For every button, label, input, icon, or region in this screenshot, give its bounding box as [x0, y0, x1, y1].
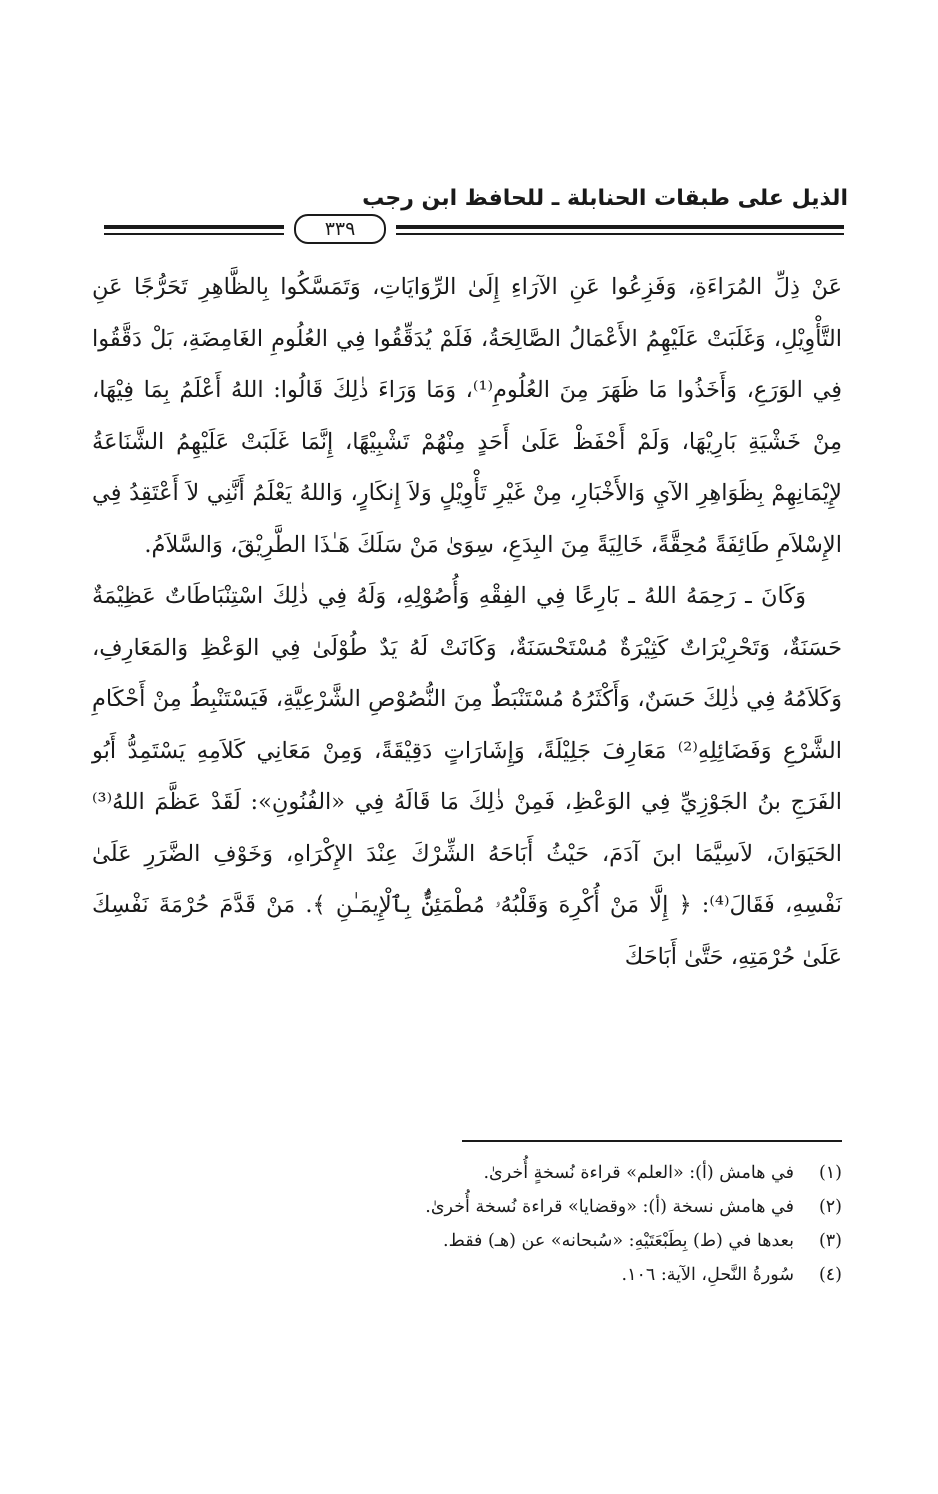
footnote-number: (٣) — [818, 1231, 842, 1251]
footnotes — [142, 1156, 842, 1292]
paragraph-2: وَكَانَ ـ رَحِمَهُ اللهُ ـ بَارِعًا فِي الفِقْهِ وَأُصُوْلِهِ، وَلَهُ فِي ذٰلِكَ اسْتِنْبَاطَاتٌ عَظِيْمَةٌ حَسَنَةٌ، وَتَحْرِيْرَاتٌ كَثِيْرَةٌ مُسْتَحْسَنَةٌ، وَكَانَتْ لَهُ يَدٌ طُوْلَىٰ فِي الوَعْظِ وَالمَعَارِفِ، وَكَلاَمُهُ فِي ذٰلِكَ حَسَنٌ، وَأَكْثَرُهُ مُسْتَنْبَطٌ مِنَ النُّصُوْصِ الشَّرْعِيَّةِ، فَيَسْتَنْبِطُ مِنْ أَحْكَامِ الشَّرْعِ وَفَضَائِلِهِ⁽²⁾ مَعَارِفَ جَلِيْلَةً، وَإِشَارَاتٍ دَقِيْقَةً، وَمِنْ مَعَانِي كَلاَمِهِ يَسْتَمِدُّ أَبُو الفَرَجِ بنُ الجَوْزِيِّ فِي الوَعْظِ، فَمِنْ ذٰلِكَ مَا قَالَهُ فِي «الفُنُونِ»: لَقَدْ عَظَّمَ اللهُ⁽³⁾ الحَيَوَانَ، لاَسِيَّمَا ابنَ آدَمَ، حَيْثُ أَبَاحَهُ الشِّرْكَ عِنْدَ الإِكْرَاهِ، وَخَوْفِ الضَّرَرِ عَلَىٰ نَفْسِهِ، فَقَالَ⁽⁴⁾: ﴿ إِلَّا مَنْ أُكْرِهَ وَقَلْبُهُۥ مُطْمَئِنٌّۢ بِٱلْإِيمَـٰنِ ﴾. مَنْ قَدَّمَ حُرْمَةَ نَفْسِكَ عَلَىٰ حُرْمَتِهِ، حَتَّىٰ أَبَاحَكَ — [92, 583, 842, 970]
footnote-number: (٤) — [818, 1265, 842, 1285]
page-number: ٣٣٩ — [294, 214, 386, 244]
header-rule-left — [104, 225, 284, 229]
header-rule — [104, 214, 844, 246]
footnote-text: سُورةُ النَّحلِ، الآية: ١٠٦. — [621, 1265, 794, 1285]
footnote-item — [142, 1156, 842, 1190]
footnote-text: في هامش نسخة (أ): «وقضايا» قراءة نُسخة أُخرىٰ. — [425, 1197, 794, 1217]
running-header-title: الذيل على طبقات الحنابلة ـ للحافظ ابن رجب — [362, 186, 848, 211]
footnote-separator — [462, 1140, 842, 1142]
footnote-item — [142, 1258, 842, 1292]
footnote-text: في هامش (أ): «العلم» قراءة نُسخةٍ أُخرىٰ. — [483, 1163, 794, 1183]
main-text — [92, 262, 842, 983]
footnote-item — [142, 1190, 842, 1224]
header-rule-right — [396, 225, 844, 229]
footnote-item — [142, 1224, 842, 1258]
paragraph-1: عَنْ ذِلِّ المُرَاءَةِ، وَفَزِعُوا عَنِ الآرَاءِ إِلَىٰ الرِّوَايَاتِ، وَتَمَسَّكُوا بِالظَّاهِرِ تَحَرُّجًا عَنِ التَّأْوِيْلِ، وَغَلَبَتْ عَلَيْهِمُ الأَعْمَالُ الصَّالِحَةُ، فَلَمْ يُدَقِّقُوا فِي العُلُومِ الغَامِضَةِ، بَلْ دَقَّقُوا فِي الوَرَعِ، وَأَخَذُوا مَا ظَهَرَ مِنَ العُلُومِ⁽¹⁾، وَمَا وَرَاءَ ذٰلِكَ قَالُوا: اللهُ أَعْلَمُ بِمَا فِيْهَا، مِنْ خَشْيَةِ بَارِيْهَا، وَلَمْ أَحْفَظْ عَلَىٰ أَحَدٍ مِنْهُمْ تَشْبِيْهًا، إِنَّمَا غَلَبَتْ عَلَيْهِمُ الشَّنَاعَةُ لإِيْمَانِهِمْ بِظَوَاهِرِ الآيِ وَالأَخْبَارِ، مِنْ غَيْرِ تَأْوِيْلٍ وَلاَ إِنكَارٍ، وَاللهُ يَعْلَمُ أَنَّنِي لاَ أَعْتَقِدُ فِي الإِسْلاَمِ طَائِفَةً مُحِقَّةً، خَالِيَةً مِنَ البِدَعِ، سِوَىٰ مَنْ سَلَكَ هَـٰذَا الطَّرِيْقَ، وَالسَّلاَمُ. — [92, 274, 842, 558]
footnote-number: (٢) — [818, 1197, 842, 1217]
footnote-text: بعدها في (ط) بِطَبْعَتَيْهِ: «سُبحانه» عن (هـ) فقط. — [443, 1231, 794, 1251]
footnote-number: (١) — [818, 1163, 842, 1183]
